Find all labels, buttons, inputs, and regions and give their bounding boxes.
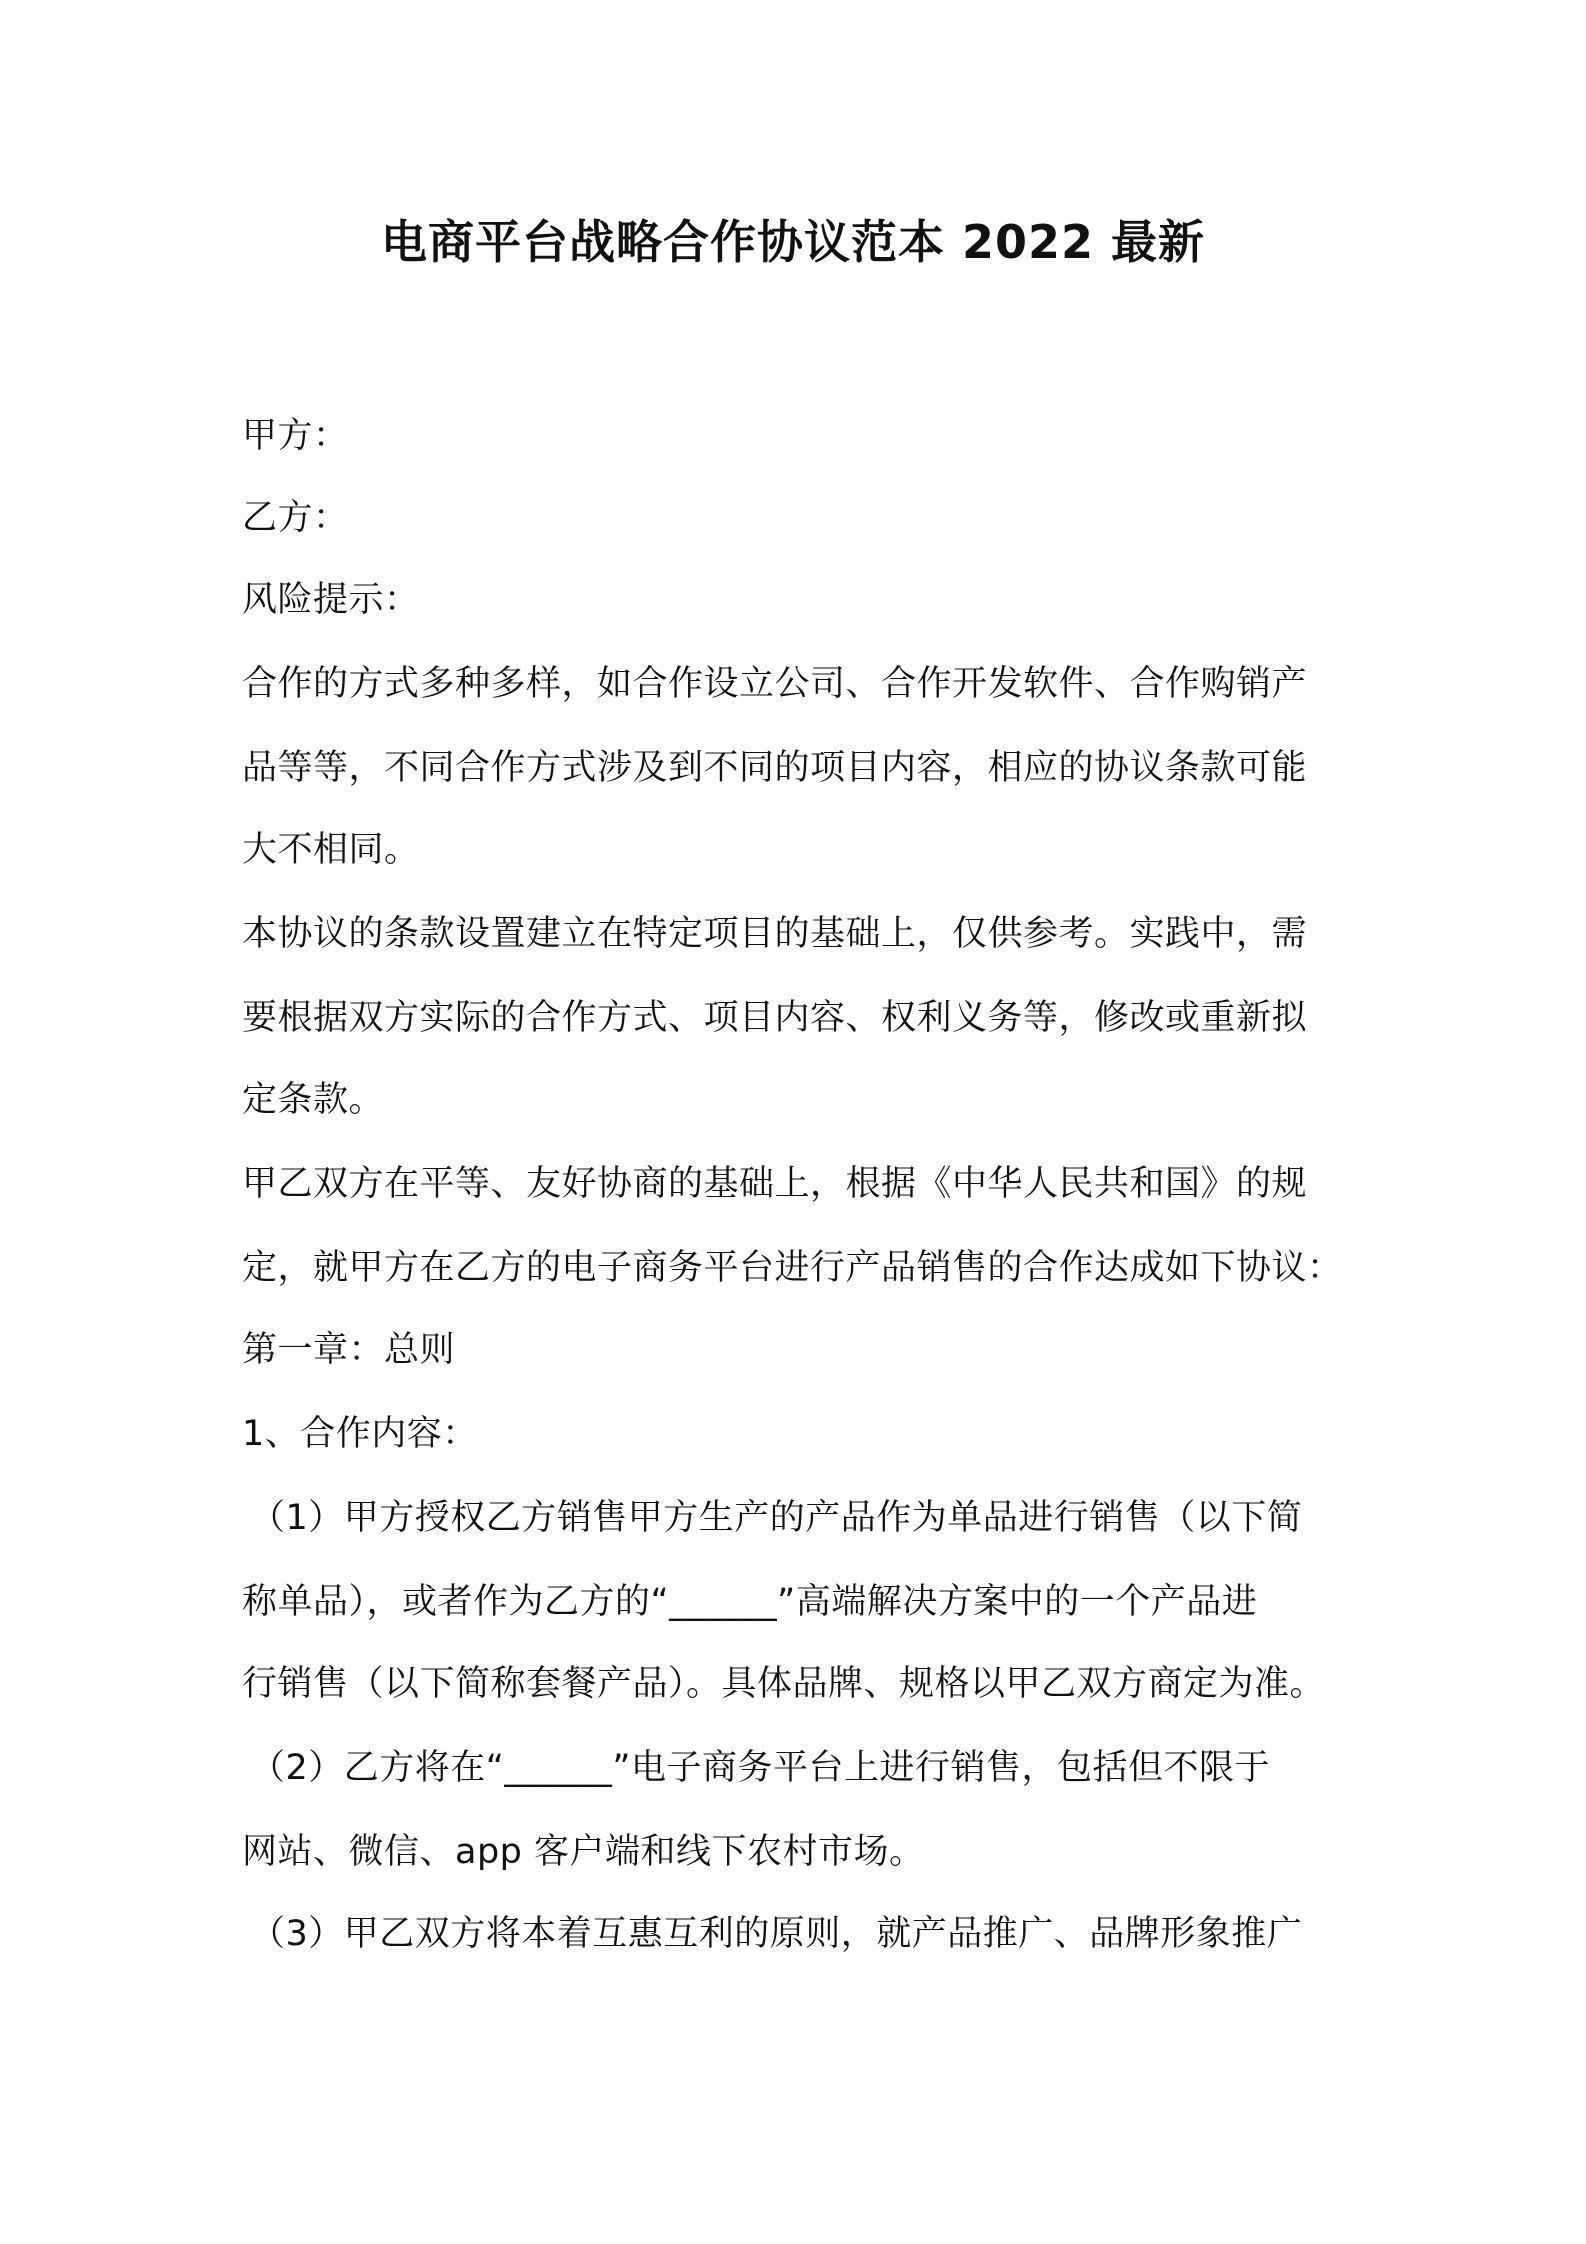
clause1-line2: 称单品），或者作为乙方的“______”高端解决方案中的一个产品进 <box>242 1582 1258 1622</box>
clause2-line2: 网站、微信、app 客户端和线下农村市场。 <box>242 1832 925 1872</box>
preamble-line1: 甲乙双方在平等、友好协商的基础上，根据《中华人民共和国》的规 <box>242 1164 1308 1204</box>
clause3-line1: （3）甲乙双方将本着互惠互利的原则，就产品推广、品牌形象推广 <box>250 1914 1303 1954</box>
party-b-label: 乙方： <box>242 498 349 538</box>
risk-para1-line3: 大不相同。 <box>242 830 420 870</box>
clause1-line1: （1）甲方授权乙方销售甲方生产的产品作为单品进行销售（以下简 <box>250 1498 1303 1538</box>
risk-para1-line1: 合作的方式多种多样，如合作设立公司、合作开发软件、合作购销产 <box>242 664 1308 704</box>
party-a-label: 甲方： <box>242 416 349 456</box>
chapter-heading: 第一章：总则 <box>242 1330 456 1370</box>
clause2-line1: （2）乙方将在“______”电子商务平台上进行销售，包括但不限于 <box>250 1748 1271 1788</box>
clause1-line3: 行销售（以下简称套餐产品）。具体品牌、规格以甲乙双方商定为准。 <box>242 1664 1326 1704</box>
risk-para1-line2: 品等等，不同合作方式涉及到不同的项目内容，相应的协议条款可能 <box>242 748 1308 788</box>
document-title: 电商平台战略合作协议范本 2022 最新 <box>380 215 1206 269</box>
preamble-line2: 定，就甲方在乙方的电子商务平台进行产品销售的合作达成如下协议： <box>242 1248 1343 1288</box>
section-heading: 1、合作内容： <box>242 1414 478 1454</box>
risk-para2-line2: 要根据双方实际的合作方式、项目内容、权利义务等，修改或重新拟 <box>242 998 1308 1038</box>
risk-para2-line3: 定条款。 <box>242 1080 385 1120</box>
risk-para2-line1: 本协议的条款设置建立在特定项目的基础上，仅供参考。实践中，需 <box>242 914 1308 954</box>
risk-heading: 风险提示： <box>242 580 420 620</box>
